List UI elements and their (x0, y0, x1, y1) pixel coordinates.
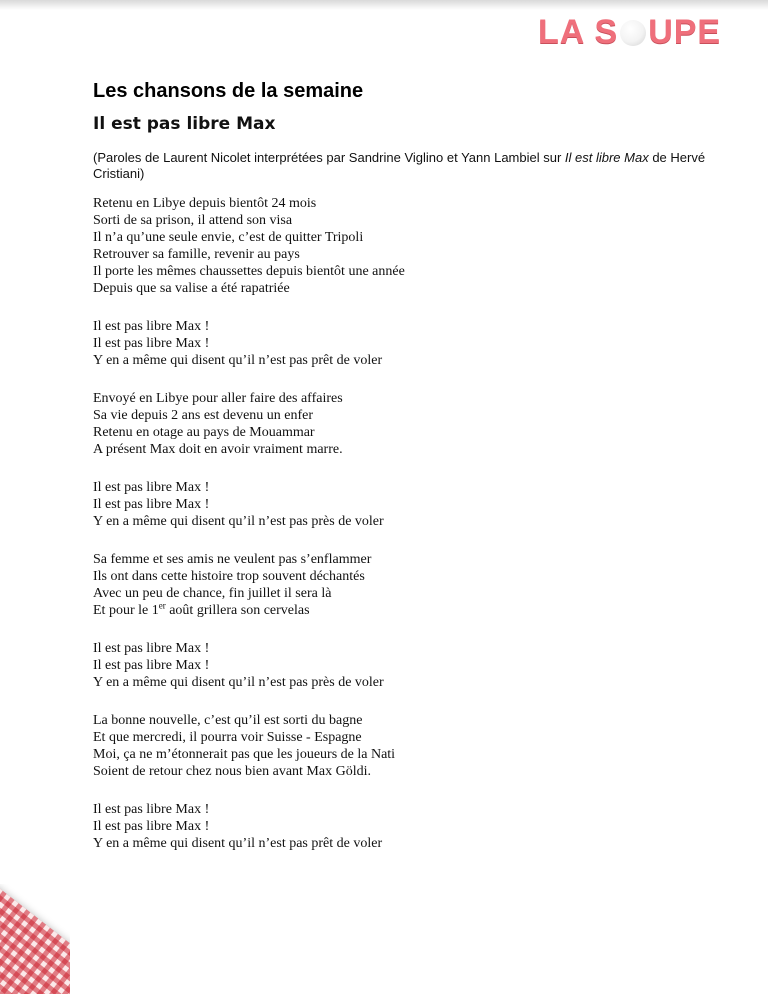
la-soupe-logo (538, 12, 721, 52)
lyrics-line: Il est pas libre Max ! (93, 480, 210, 495)
page-title: Les chansons de la semaine (93, 80, 364, 102)
lyrics-line: Retenu en Libye depuis bientôt 24 mois (93, 196, 317, 211)
lyrics-stanza (93, 479, 693, 530)
lyrics-line: Il est pas libre Max ! (93, 497, 210, 512)
lyrics-line: Y en a même qui disent qu’il n’est pas prêt de voler (93, 353, 383, 368)
logo-text-2: UPE (648, 12, 722, 51)
lyrics-line: Moi, ça ne m’étonnerait pas que les joueurs de la Nati (93, 747, 396, 762)
lyrics-line: Il est pas libre Max ! (93, 336, 210, 351)
top-shadow (0, 0, 768, 10)
lyrics-stanza (93, 712, 693, 780)
lyrics-line: Y en a même qui disent qu’il n’est pas près de voler (93, 514, 384, 529)
lyrics-line: Il est pas libre Max ! (93, 658, 210, 673)
original-song-title: Il est libre Max (564, 150, 649, 165)
lyrics-line: Y en a même qui disent qu’il n’est pas prêt de voler (93, 836, 383, 851)
tablecloth-decoration (0, 884, 70, 994)
lyrics-stanza (93, 318, 693, 369)
lyrics-line: Il est pas libre Max ! (93, 319, 210, 334)
checkered-cloth (0, 885, 70, 994)
lyrics-line: Sa femme et ses amis ne veulent pas s’enflammer (93, 552, 372, 567)
lyrics-stanza (93, 551, 693, 619)
soup-bowl-icon (620, 20, 646, 46)
song-credits (93, 150, 723, 182)
lyrics-stanza (93, 640, 693, 691)
lyrics-line: La bonne nouvelle, c’est qu’il est sorti du bagne (93, 713, 363, 728)
lyrics-line: Sorti de sa prison, il attend son visa (93, 213, 293, 228)
lyrics-line: Il porte les mêmes chaussettes depuis bientôt une année (93, 264, 405, 279)
lyrics-line: Soient de retour chez nous bien avant Max Göldi. (93, 764, 371, 779)
lyrics-line: Retrouver sa famille, revenir au pays (93, 247, 300, 262)
lyrics-line: Et que mercredi, il pourra voir Suisse - Espagne (93, 730, 362, 745)
song-title: Il est pas libre Max (93, 114, 276, 134)
lyrics-line: Il est pas libre Max ! (93, 641, 210, 656)
lyrics-line: Y en a même qui disent qu’il n’est pas près de voler (93, 675, 384, 690)
lyrics-line: Avec un peu de chance, fin juillet il sera là (93, 586, 332, 601)
lyrics-line: Ils ont dans cette histoire trop souvent déchantés (93, 569, 365, 584)
lyrics-line: Envoyé en Libye pour aller faire des affaires (93, 391, 343, 406)
lyrics-line: Sa vie depuis 2 ans est devenu un enfer (93, 408, 314, 423)
lyrics-line: Il n’a qu’une seule envie, c’est de quitter Tripoli (93, 230, 364, 245)
lyrics-stanza (93, 801, 693, 852)
lyrics-stanza (93, 390, 693, 458)
lyrics-line: Et pour le 1er août grillera son cervelas (93, 600, 310, 618)
song-lyrics (93, 195, 693, 873)
logo-text-1: LA S (538, 12, 619, 51)
lyrics-line: Il est pas libre Max ! (93, 802, 210, 817)
lyrics-stanza (93, 195, 693, 297)
credits-text-end: de Hervé Cristiani) (93, 150, 706, 181)
lyrics-line: Retenu en otage au pays de Mouammar (93, 425, 315, 440)
credits-text: (Paroles de Laurent Nicolet interprétées par Sandrine Viglino et Yann Lambiel sur (93, 150, 565, 165)
lyrics-line: Il est pas libre Max ! (93, 819, 210, 834)
lyrics-line: Depuis que sa valise a été rapatriée (93, 281, 290, 296)
lyrics-line: A présent Max doit en avoir vraiment marre. (93, 442, 343, 457)
